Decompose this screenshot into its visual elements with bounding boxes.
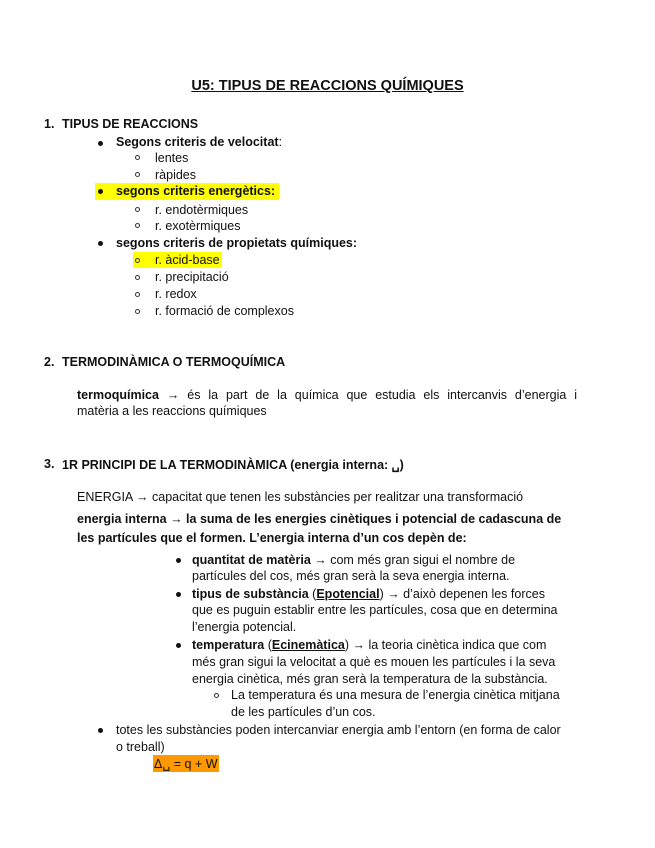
section-1-heading: TIPUS DE REACCIONS (62, 117, 199, 131)
circle-bullet-icon (135, 258, 140, 263)
sub-item-temperatura: La temperatura és una mesura de l’energia cinètica mitjana (231, 688, 560, 702)
list-item: ràpides (155, 168, 196, 182)
factor-tipus-line: l’energia potencial. (192, 620, 297, 634)
group-velocitat-label: Segons criteris de velocitat: (116, 135, 283, 149)
circle-bullet-icon (135, 309, 140, 314)
circle-bullet-icon (135, 172, 140, 177)
circle-bullet-icon (135, 292, 140, 297)
page-title: U5: TIPUS DE REACCIONS QUÍMIQUES (191, 78, 464, 94)
intercanvi-line: totes les substàncies poden intercanviar energia amb l’entorn (en forma de calor (116, 723, 561, 737)
circle-bullet-icon (214, 693, 219, 698)
section-2-number: 2. (44, 355, 55, 369)
intercanvi-line: o treball) (116, 740, 165, 754)
list-item: lentes (155, 151, 189, 165)
group-propietats-label: segons criteris de propietats químiques: (116, 236, 358, 250)
bullet-icon (98, 141, 103, 146)
section-2-heading: TERMODINÀMICA O TERMOQUÍMICA (62, 355, 286, 369)
bullet-icon (98, 189, 103, 194)
circle-bullet-icon (135, 223, 140, 228)
bullet-icon (176, 643, 181, 648)
section-3-number: 3. (44, 457, 55, 471)
circle-bullet-icon (135, 207, 140, 212)
bullet-icon (176, 592, 181, 597)
circle-bullet-icon (135, 155, 140, 160)
factor-tipus-line: que es puguin establir entre les partícules, cosa que en determina (192, 603, 558, 617)
energia-interna-line: energia interna → la suma de les energies cinètiques i potencial de cadascuna de (77, 512, 562, 526)
list-item: r. redox (155, 287, 197, 301)
group-energetics-label: segons criteris energètics: (116, 184, 276, 198)
factor-quantitat-line: partícules del cos, més gran serà la seva energia interna. (192, 569, 510, 583)
circle-bullet-icon (135, 275, 140, 280)
section-3-heading: 1R PRINCIPI DE LA TERMODINÀMICA (energia interna: ␣) (62, 458, 404, 472)
bullet-icon (98, 728, 103, 733)
list-item: r. endotèrmiques (155, 203, 249, 217)
sub-item-temperatura-line: de les partícules d’un cos. (231, 705, 376, 719)
factor-temperatura: temperatura (Ecinemàtica) → la teoria cinètica indica que com (192, 638, 547, 652)
formula: Δ␣ = q + W (154, 757, 218, 771)
list-item: r. àcid-base (155, 253, 220, 267)
definition-line: termoquímica → és la part de la química que estudia els intercanvis d’energia i (77, 388, 577, 402)
list-item: r. exotèrmiques (155, 219, 241, 233)
energia-definition: ENERGIA → capacitat que tenen les substàncies per realitzar una transformació (77, 490, 524, 504)
bullet-icon (98, 241, 103, 246)
factor-temperatura-line: més gran sigui la velocitat a què es mouen les partícules i la seva (192, 655, 556, 669)
list-item: r. precipitació (155, 270, 229, 284)
factor-temperatura-line: energia cinètica, més gran serà la temperatura de la substància. (192, 672, 548, 686)
factor-quantitat: quantitat de matèria → com més gran sigui el nombre de (192, 553, 516, 567)
factor-tipus: tipus de substància (Epotencial) → d’això depenen les forces (192, 587, 545, 601)
list-item: r. formació de complexos (155, 304, 294, 318)
energia-interna-line: les partícules que el formen. L’energia interna d’un cos depèn de: (77, 531, 467, 545)
bullet-icon (176, 558, 181, 563)
definition-line: matèria a les reaccions químiques (77, 404, 267, 418)
section-1-number: 1. (44, 117, 55, 131)
